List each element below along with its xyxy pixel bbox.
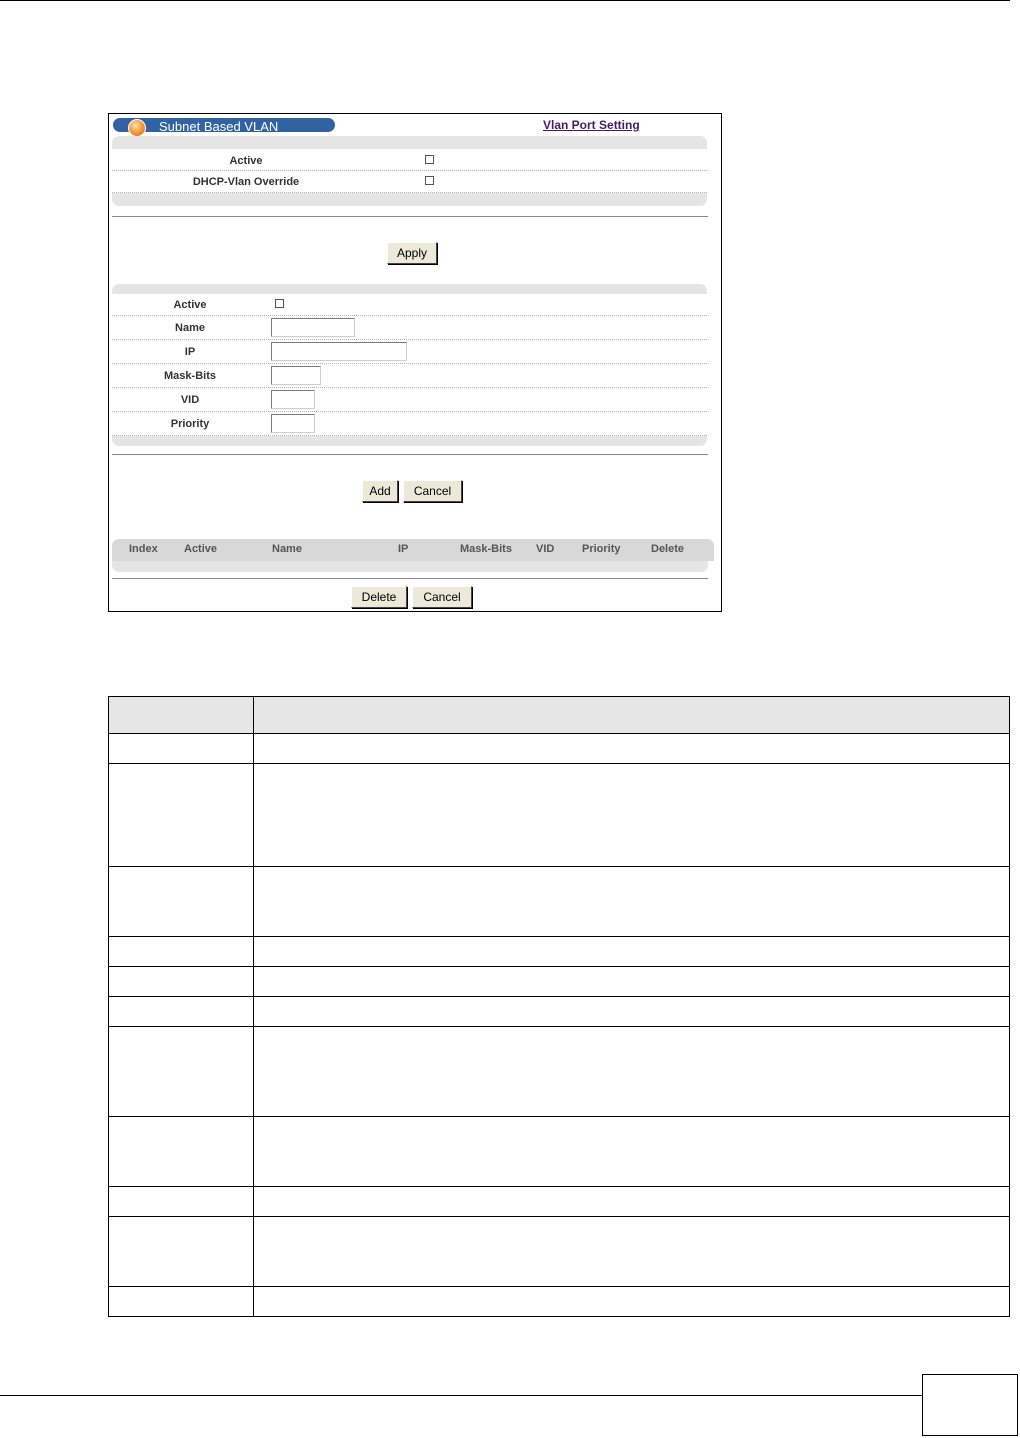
table-row (109, 1117, 1010, 1187)
subnet-vlan-panel (108, 113, 722, 612)
col-mask-bits: Mask-Bits (460, 543, 512, 555)
vid-input[interactable] (271, 390, 315, 409)
delete-button[interactable]: Delete (351, 586, 407, 608)
table-header-row (109, 697, 1010, 734)
apply-button[interactable]: Apply (387, 242, 437, 264)
name-row (112, 316, 707, 340)
table-row (109, 937, 1010, 967)
vlan-port-setting-link[interactable]: Vlan Port Setting (543, 118, 640, 132)
entry-active-row (112, 294, 707, 316)
page-number-box (922, 1374, 1018, 1436)
vid-label: VID (180, 394, 200, 406)
table-row (109, 1287, 1010, 1317)
dhcp-override-label: DHCP-Vlan Override (192, 176, 300, 188)
dhcp-override-row (112, 171, 707, 193)
mask-bits-input[interactable] (271, 366, 321, 385)
col-delete: Delete (651, 543, 685, 555)
panel-title-bar (113, 118, 335, 132)
col-vid: VID (536, 543, 555, 555)
panel-title: Subnet Based VLAN (159, 119, 279, 134)
name-input[interactable] (271, 318, 355, 337)
table-row (109, 734, 1010, 764)
orb-icon (128, 119, 146, 137)
col-name: Name (272, 543, 302, 555)
vid-row (112, 388, 707, 412)
vlan-list-header (112, 539, 714, 561)
mask-bits-row (112, 364, 707, 388)
priority-label: Priority (170, 418, 210, 430)
col-active: Active (184, 543, 218, 555)
separator (112, 216, 708, 217)
table-row (109, 867, 1010, 937)
name-label: Name (175, 322, 205, 334)
header-rule (0, 0, 1010, 1)
global-active-row (112, 149, 707, 171)
ip-input[interactable] (271, 342, 407, 361)
footer-rule (0, 1395, 922, 1396)
table-row (109, 997, 1010, 1027)
col-priority: Priority (582, 543, 621, 555)
priority-input[interactable] (271, 414, 315, 433)
mask-bits-label: Mask-Bits (164, 370, 216, 382)
col-ip: IP (398, 543, 409, 555)
cancel-delete-button[interactable]: Cancel (412, 586, 472, 608)
table-row (109, 967, 1010, 997)
table-row (109, 764, 1010, 867)
table-row (109, 1217, 1010, 1287)
entry-active-label: Active (173, 299, 207, 311)
col-index: Index (129, 543, 158, 555)
table-row (109, 1187, 1010, 1217)
separator (112, 454, 708, 455)
global-active-checkbox[interactable] (425, 155, 434, 164)
entry-active-checkbox[interactable] (275, 299, 284, 308)
global-active-label: Active (229, 155, 263, 167)
priority-row (112, 412, 707, 436)
cancel-button[interactable]: Cancel (403, 480, 462, 502)
dhcp-override-checkbox[interactable] (425, 176, 434, 185)
ip-row (112, 340, 707, 364)
description-table (108, 696, 1010, 1317)
add-button[interactable]: Add (362, 480, 398, 502)
vlan-list-footer (112, 561, 708, 572)
ip-label: IP (184, 346, 196, 358)
table-row (109, 1027, 1010, 1117)
separator (112, 578, 708, 579)
